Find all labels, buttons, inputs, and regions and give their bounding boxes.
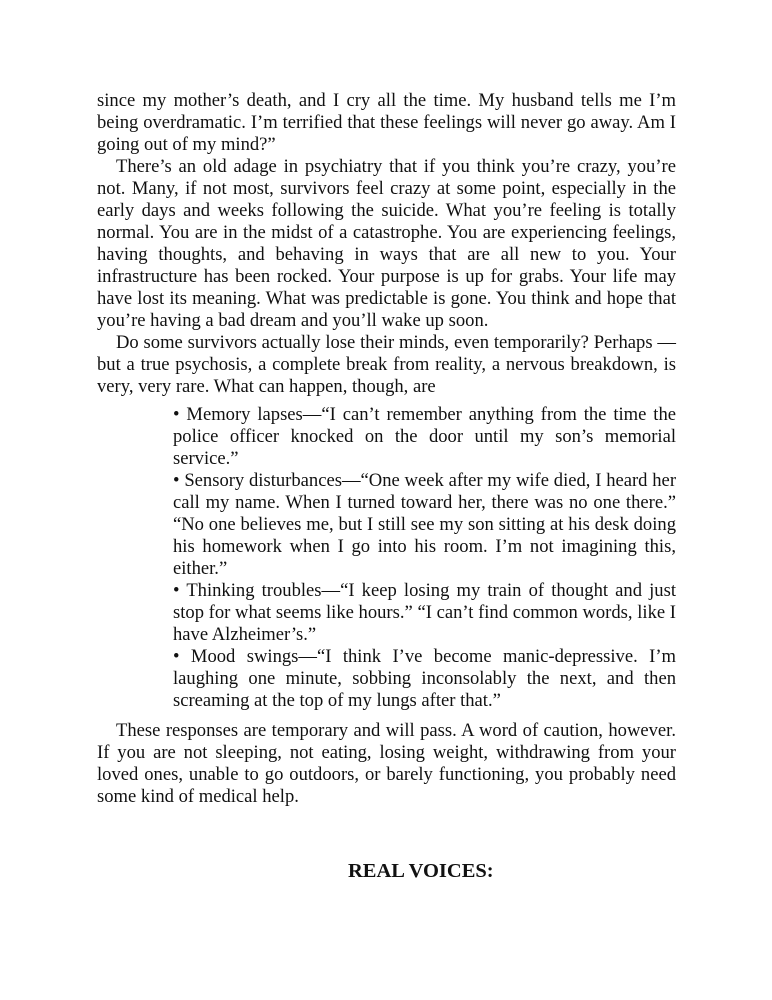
bullet-item	[173, 470, 676, 580]
bullet-item	[173, 404, 676, 470]
bullet-text: Memory lapses—“I can’t remember anything from the time the police officer knocked on the door until my son’s memorial service.”	[173, 404, 676, 469]
bullet-marker: •	[173, 580, 180, 601]
bullet-list	[173, 404, 676, 712]
section-heading: REAL VOICES:	[348, 860, 494, 882]
body-paragraph: These responses are temporary and will pass. A word of caution, however. If you are not sleeping, not eating, losing weight, withdrawing from your loved ones, unable to go outdoors, or barely functioning, you probably need some kind of medical help.	[97, 720, 676, 807]
body-paragraph: There’s an old adage in psychiatry that if you think you’re crazy, you’re not. Many, if not most, survivors feel crazy at some point, especially in the early days and weeks following the suicide. What you’re feeling is totally normal. You are in the midst of a catastrophe. You are experiencing feelings, having thoughts, and behaving in ways that are all new to you. Your infrastructure has been rocked. Your purpose is up for grabs. Your life may have lost its meaning. What was predictable is gone. You think and hope that you’re having a bad dream and you’ll wake up soon.	[97, 156, 676, 331]
bullet-text: Sensory disturbances—“One week after my wife died, I heard her call my name. When I turned toward her, there was no one there.” “No one believes me, but I still see my son sitting at his desk doing his homework when I go into his room. I’m not imagining this, either.”	[173, 470, 677, 579]
bullet-item	[173, 646, 676, 712]
page-body	[97, 90, 676, 808]
bullet-text: Thinking troubles—“I keep losing my train of thought and just stop for what seems like hours.” “I can’t find common words, like I have Alzheimer’s.”	[173, 580, 677, 645]
bullet-item	[173, 580, 676, 646]
bullet-marker: •	[173, 470, 180, 491]
body-paragraph: Do some survivors actually lose their minds, even temporarily? Perhaps —but a true psychosis, a complete break from reality, a nervous breakdown, is very, very rare. What can happen, though, are	[97, 332, 676, 397]
bullet-marker: •	[173, 404, 180, 425]
bullet-marker: •	[173, 646, 180, 667]
bullet-text: Mood swings—“I think I’ve become manic-depressive. I’m laughing one minute, sobbing inconsolably the next, and then screaming at the top of my lungs after that.”	[173, 646, 676, 711]
body-paragraph: since my mother’s death, and I cry all the time. My husband tells me I’m being overdramatic. I’m terrified that these feelings will never go away. Am I going out of my mind?”	[97, 90, 676, 155]
